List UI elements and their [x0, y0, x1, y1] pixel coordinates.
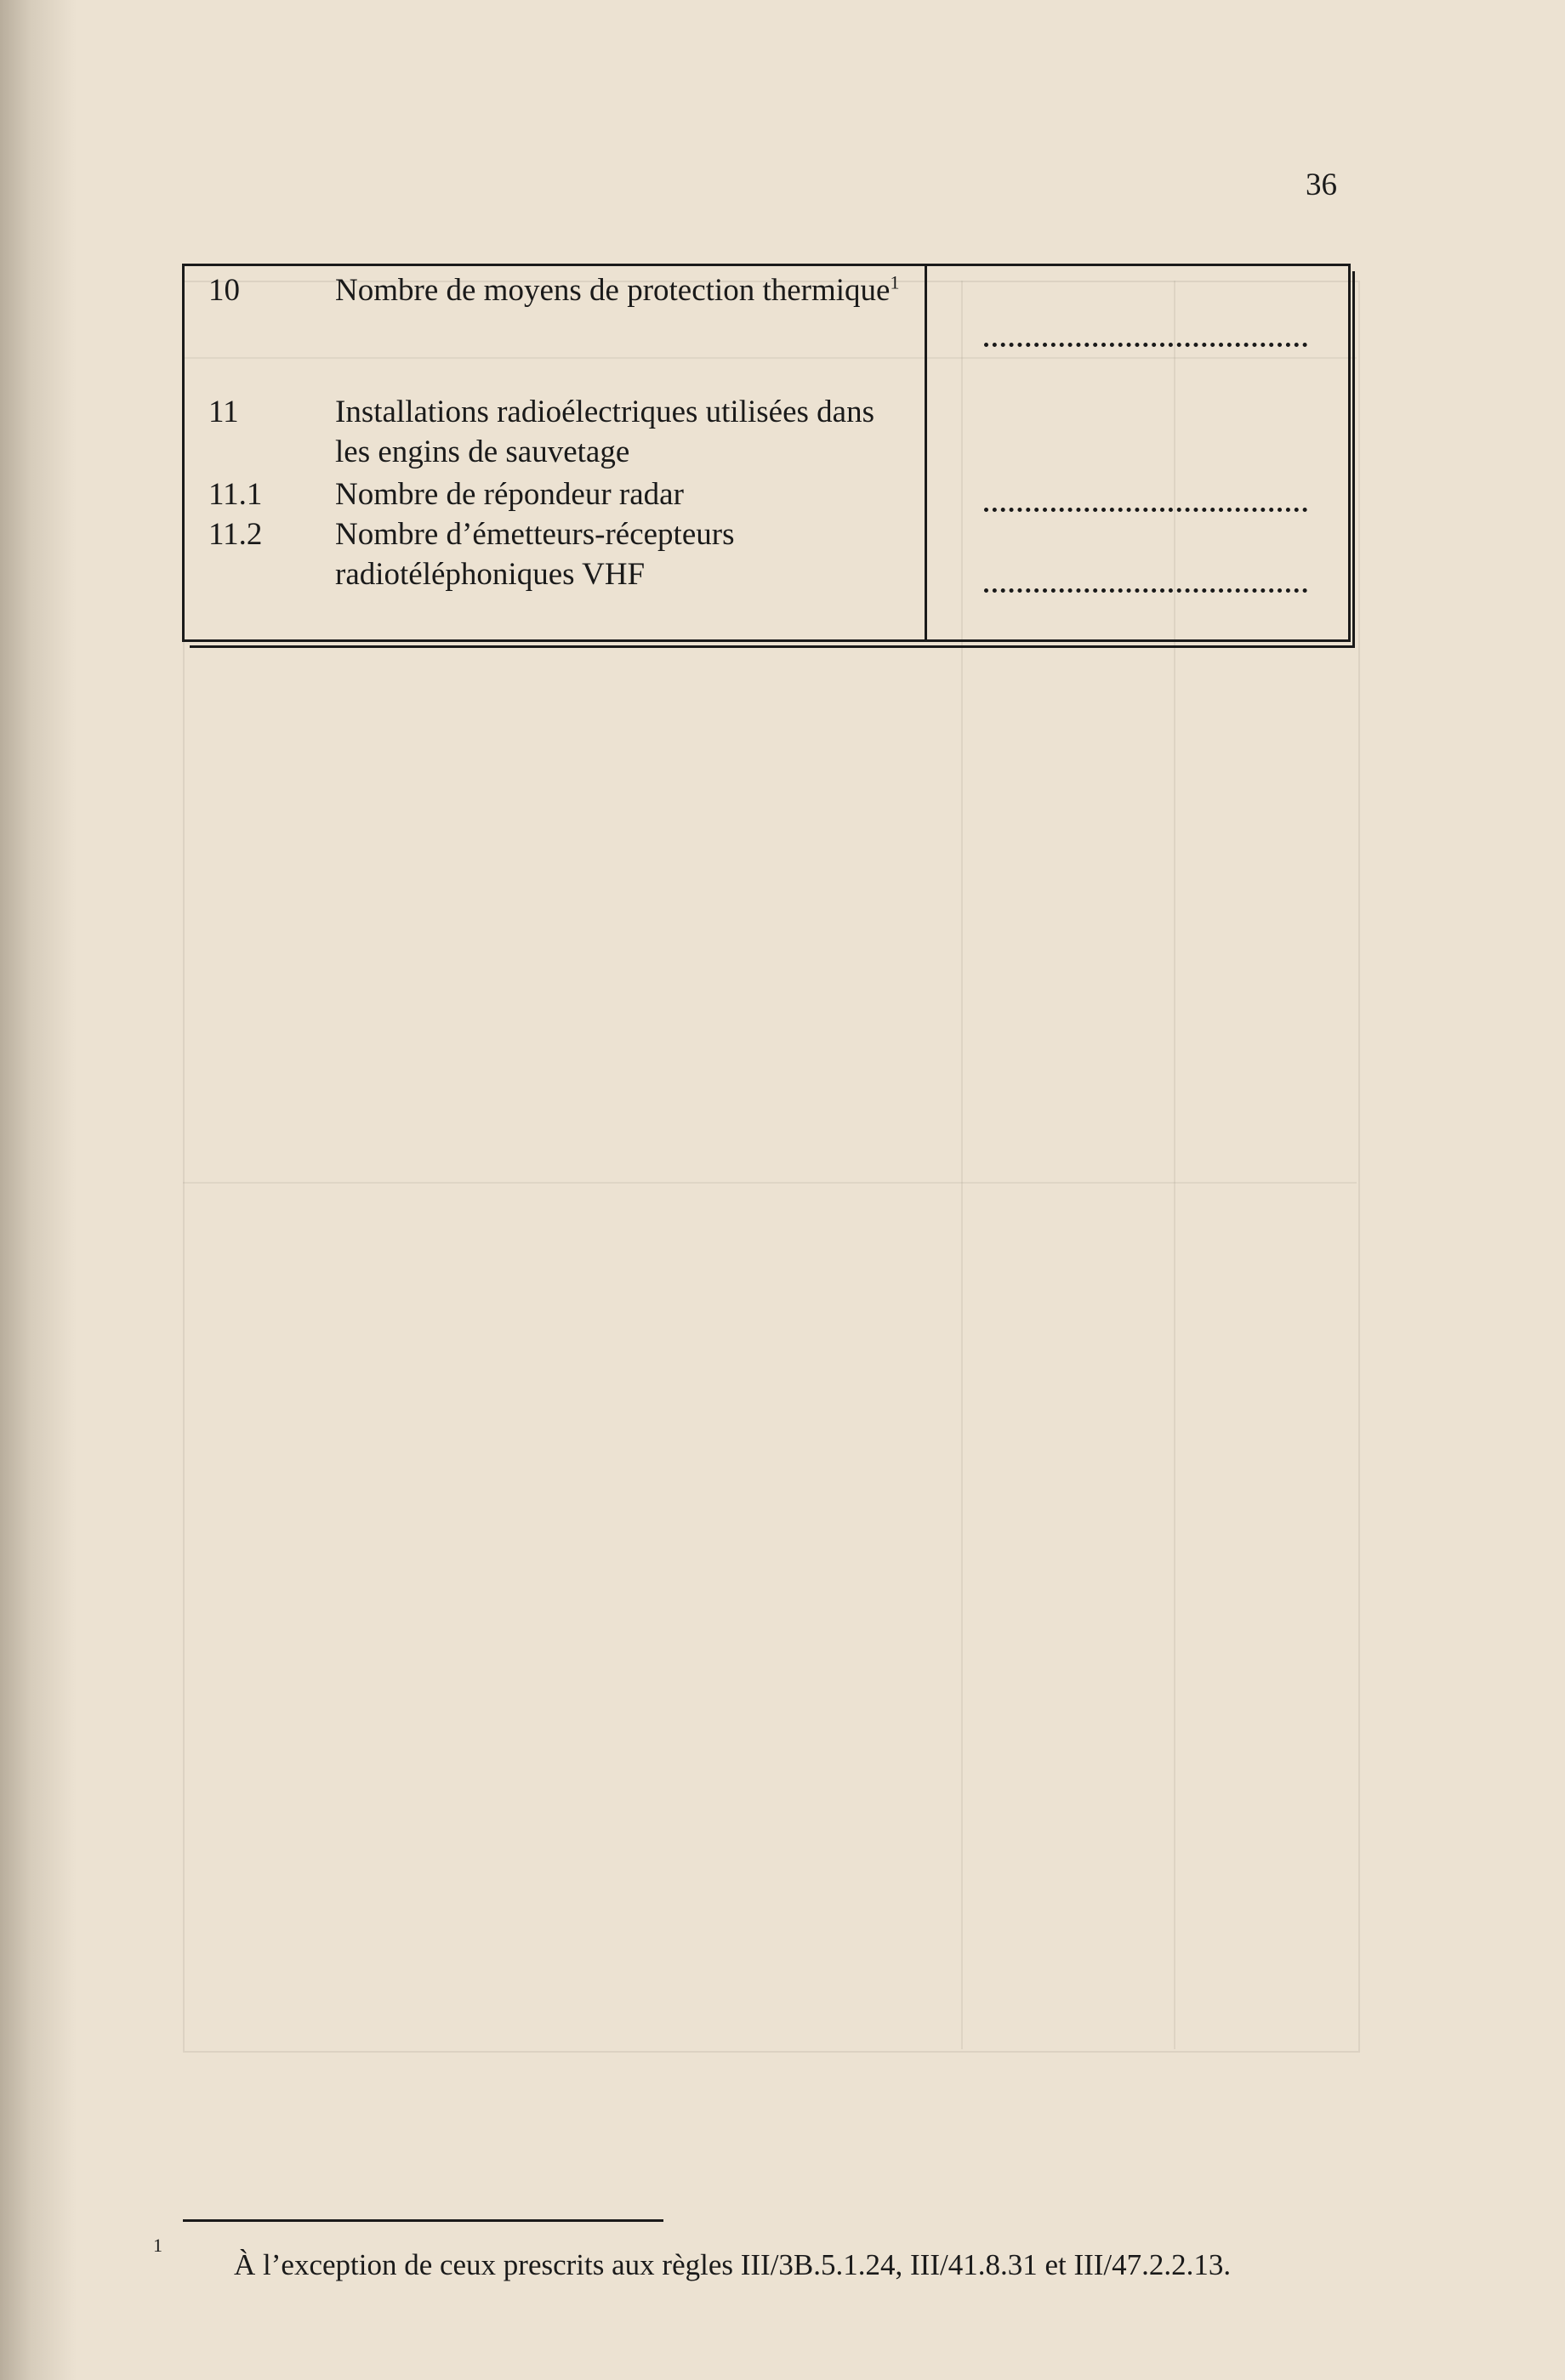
- show-through-row: [183, 1182, 1357, 1184]
- answer-field-vhf[interactable]: [984, 585, 1307, 593]
- answer-field-protection-thermique[interactable]: [984, 339, 1307, 347]
- row-label: Installations radioélectriques utilisées dans les engins de sauvetage: [335, 395, 874, 469]
- form-table: [182, 264, 1351, 642]
- footnote-text: À l’exception de ceux prescrits aux règles III/3B.5.1.24, III/41.8.31 et III/47.2.2.13.: [234, 2248, 1232, 2281]
- footnote-reference: 1: [890, 271, 900, 293]
- row-number: 10: [208, 273, 240, 308]
- row-number: 11: [208, 395, 239, 429]
- row-label: Nombre d’émetteurs-récepteurs radiotéléphoniques VHF: [335, 517, 735, 592]
- column-divider: [925, 266, 927, 639]
- footnote-marker: 1: [153, 2235, 162, 2256]
- row-number: 11.1: [208, 477, 263, 512]
- book-spine-shadow: [0, 0, 77, 2380]
- answer-field-repondeur-radar[interactable]: [984, 504, 1307, 512]
- row-label: Nombre de moyens de protection thermique$^1$: [335, 271, 900, 308]
- footnote-rule: [183, 2219, 663, 2222]
- row-label: Nombre de répondeur radar: [335, 477, 684, 512]
- row-number: 11.2: [208, 517, 263, 552]
- page-number: 36: [1306, 168, 1337, 202]
